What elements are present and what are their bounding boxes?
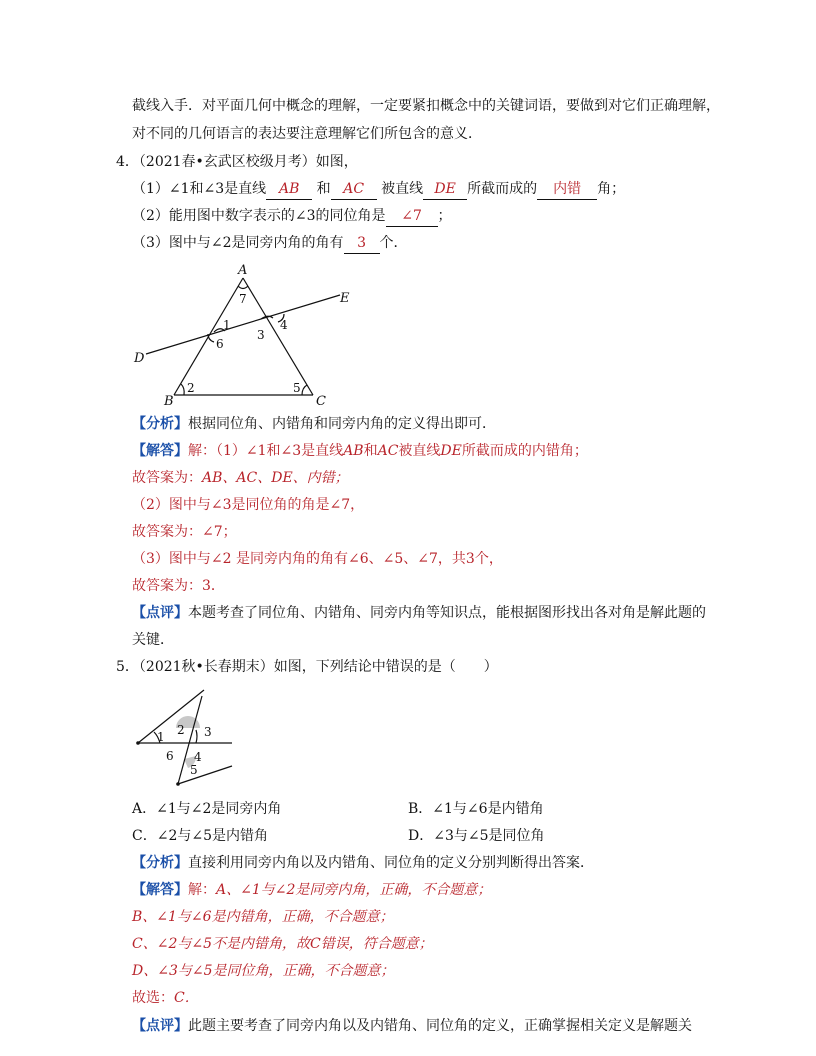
q5-analysis	[132, 853, 594, 873]
q4-comment-tag: 【点评】	[132, 605, 188, 621]
q5-comment-tag: 【点评】	[132, 1018, 188, 1034]
q4-p1-blank-de: DE	[423, 179, 467, 200]
angle-arc-7	[238, 286, 248, 289]
q5-solution-c: C、∠2与∠5不是内错角，故C错误，符合题意；	[132, 936, 433, 952]
q5-header	[116, 657, 498, 677]
q4-part-2	[132, 206, 452, 227]
q4-ans3-value: 3．	[202, 578, 225, 594]
label-A: A	[238, 263, 248, 278]
q4-comment-1	[132, 603, 706, 623]
q5-analysis-text: 直接利用同旁内角以及内错角、同位角的定义分别判断得出答案．	[188, 855, 594, 871]
intro-line-2: 对不同的几何语言的表达要注意理解它们所包含的意义．	[132, 126, 482, 142]
q4-sol1-by: 被直线	[398, 443, 441, 459]
q5-number: 5．	[116, 659, 139, 675]
q5-solution-d: D、∠3与∠5是同位角，正确，不合题意；	[132, 963, 395, 979]
q4-ans3-label: 故答案为：	[132, 578, 202, 594]
q4-number: 4．	[116, 154, 139, 170]
q4-ans2-value: ∠7；	[202, 524, 237, 540]
q4-answer-1	[132, 468, 349, 488]
q4-sol1-ac: AC	[377, 443, 399, 459]
label-7: 7	[239, 292, 247, 306]
q4-analysis-tag: 【分析】	[132, 416, 188, 432]
q4-analysis-text: 根据同位角、内错角和同旁内角的定义得出即可．	[188, 416, 496, 432]
q5-comment-1	[132, 1016, 692, 1036]
q5-solution-b: B、∠1与∠6是内错角，正确，不合题意；	[132, 909, 394, 925]
q4-source: （2021春•玄武区校级月考）如图，	[138, 154, 358, 170]
q4-p2-blank-answer: ∠7	[386, 206, 438, 227]
q4-p3-text: （3）图中与∠2是同旁内角的角有	[132, 235, 344, 251]
q5-solution-a	[132, 880, 491, 900]
line-lower	[178, 766, 232, 784]
line-upper-left	[138, 690, 204, 743]
angle-arc-5	[302, 385, 307, 395]
q5-analysis-tag: 【分析】	[132, 855, 188, 871]
q5-choice-value: C．	[174, 990, 199, 1006]
q4-solution-2: （2）图中与∠3是同位角的角是∠7，	[132, 497, 365, 513]
q4-comment-text: 本题考查了同位角、内错角、同旁内角等知识点，能根据图形找出各对角是解此题的	[188, 605, 706, 621]
label-4: 4	[194, 750, 202, 764]
q4-sol1-text: 解：（1）∠1和∠3是直线	[188, 443, 344, 459]
q4-solution-tag: 【解答】	[132, 443, 188, 459]
label-D: D	[134, 351, 145, 366]
segment-ac	[243, 278, 313, 395]
q5-solution-prefix: 解：	[188, 882, 216, 898]
q5-option-c[interactable]: C．∠2与∠5是内错角	[132, 828, 268, 844]
q4-ans2-label: 故答案为：	[132, 524, 202, 540]
q4-p1-blank-ac: AC	[331, 179, 377, 200]
q4-sol1-end: 所截而成的内错角；	[461, 443, 588, 459]
q4-analysis	[132, 414, 496, 434]
q4-comment-2: 关键．	[132, 632, 174, 648]
intro-line-1: 截线入手．对平面几何中概念的理解，一定要紧扣概念中的关键词语，要做到对它们正确理解，	[132, 98, 720, 114]
label-5: 5	[293, 381, 301, 395]
q4-figure	[128, 258, 358, 408]
label-3: 3	[257, 328, 265, 342]
label-B: B	[164, 394, 174, 408]
q5-option-d[interactable]: D．∠3与∠5是同位角	[408, 828, 545, 844]
q4-solution-3: （3）图中与∠2 是同旁内角的角有∠6、∠5、∠7，共3个，	[132, 551, 503, 567]
q4-answer-3	[132, 576, 225, 596]
q4-p1-text: （1）∠1和∠3是直线	[132, 181, 267, 197]
q4-solution-1	[132, 441, 588, 461]
q4-header	[116, 152, 358, 172]
label-2: 2	[177, 723, 185, 737]
label-5: 5	[190, 763, 198, 777]
label-2: 2	[187, 381, 195, 395]
q4-p3-end: 个．	[379, 235, 408, 251]
q4-p2-end: ；	[437, 208, 452, 224]
label-6: 6	[216, 337, 224, 351]
q4-ans1-value: AB、AC、DE、内错；	[202, 470, 349, 486]
q4-p2-text: （2）能用图中数字表示的∠3的同位角是	[132, 208, 386, 224]
label-3: 3	[204, 725, 212, 739]
label-4: 4	[280, 318, 288, 332]
q5-choice-label: 故选：	[132, 990, 174, 1006]
q4-p1-blank-answer: 内错	[537, 179, 597, 200]
label-1: 1	[223, 318, 231, 332]
q5-solution-a-text: A、∠1与∠2是同旁内角，正确，不合题意；	[216, 882, 492, 898]
q4-ans1-label: 故答案为：	[132, 470, 202, 486]
label-1: 1	[157, 730, 165, 744]
q4-p1-blank-ab: AB	[266, 179, 312, 200]
q4-part-1	[132, 179, 625, 200]
label-C: C	[316, 394, 326, 408]
q4-answer-2	[132, 522, 237, 542]
angle-arc-2	[181, 384, 184, 395]
q4-p3-blank-answer: 3	[344, 233, 380, 254]
q5-choice	[132, 988, 199, 1008]
angle-arc-3	[196, 730, 197, 743]
q4-sol1-ab: AB	[343, 443, 364, 459]
point-left	[136, 741, 140, 745]
q4-p1-by: 被直线	[381, 181, 424, 197]
q4-p1-and: 和	[316, 181, 331, 197]
q5-question: （2021秋•长春期末）如图，下列结论中错误的是（ ）	[138, 659, 498, 675]
point-bottom	[176, 782, 180, 786]
q4-p1-mid: 所截而成的	[467, 181, 538, 197]
q4-p1-end: 角；	[597, 181, 626, 197]
q5-option-b[interactable]: B．∠1与∠6是内错角	[408, 801, 544, 817]
label-6: 6	[166, 749, 174, 763]
q5-solution-tag: 【解答】	[132, 882, 188, 898]
q5-option-a[interactable]: A．∠1与∠2是同旁内角	[132, 801, 282, 817]
q4-sol1-and: 和	[363, 443, 378, 459]
label-E: E	[340, 291, 350, 306]
q4-sol1-de: DE	[440, 443, 462, 459]
q4-part-3	[132, 233, 408, 254]
q5-figure	[128, 684, 248, 794]
q5-comment-text: 此题主要考查了同旁内角以及内错角、同位角的定义，正确掌握相关定义是解题关	[188, 1018, 692, 1034]
